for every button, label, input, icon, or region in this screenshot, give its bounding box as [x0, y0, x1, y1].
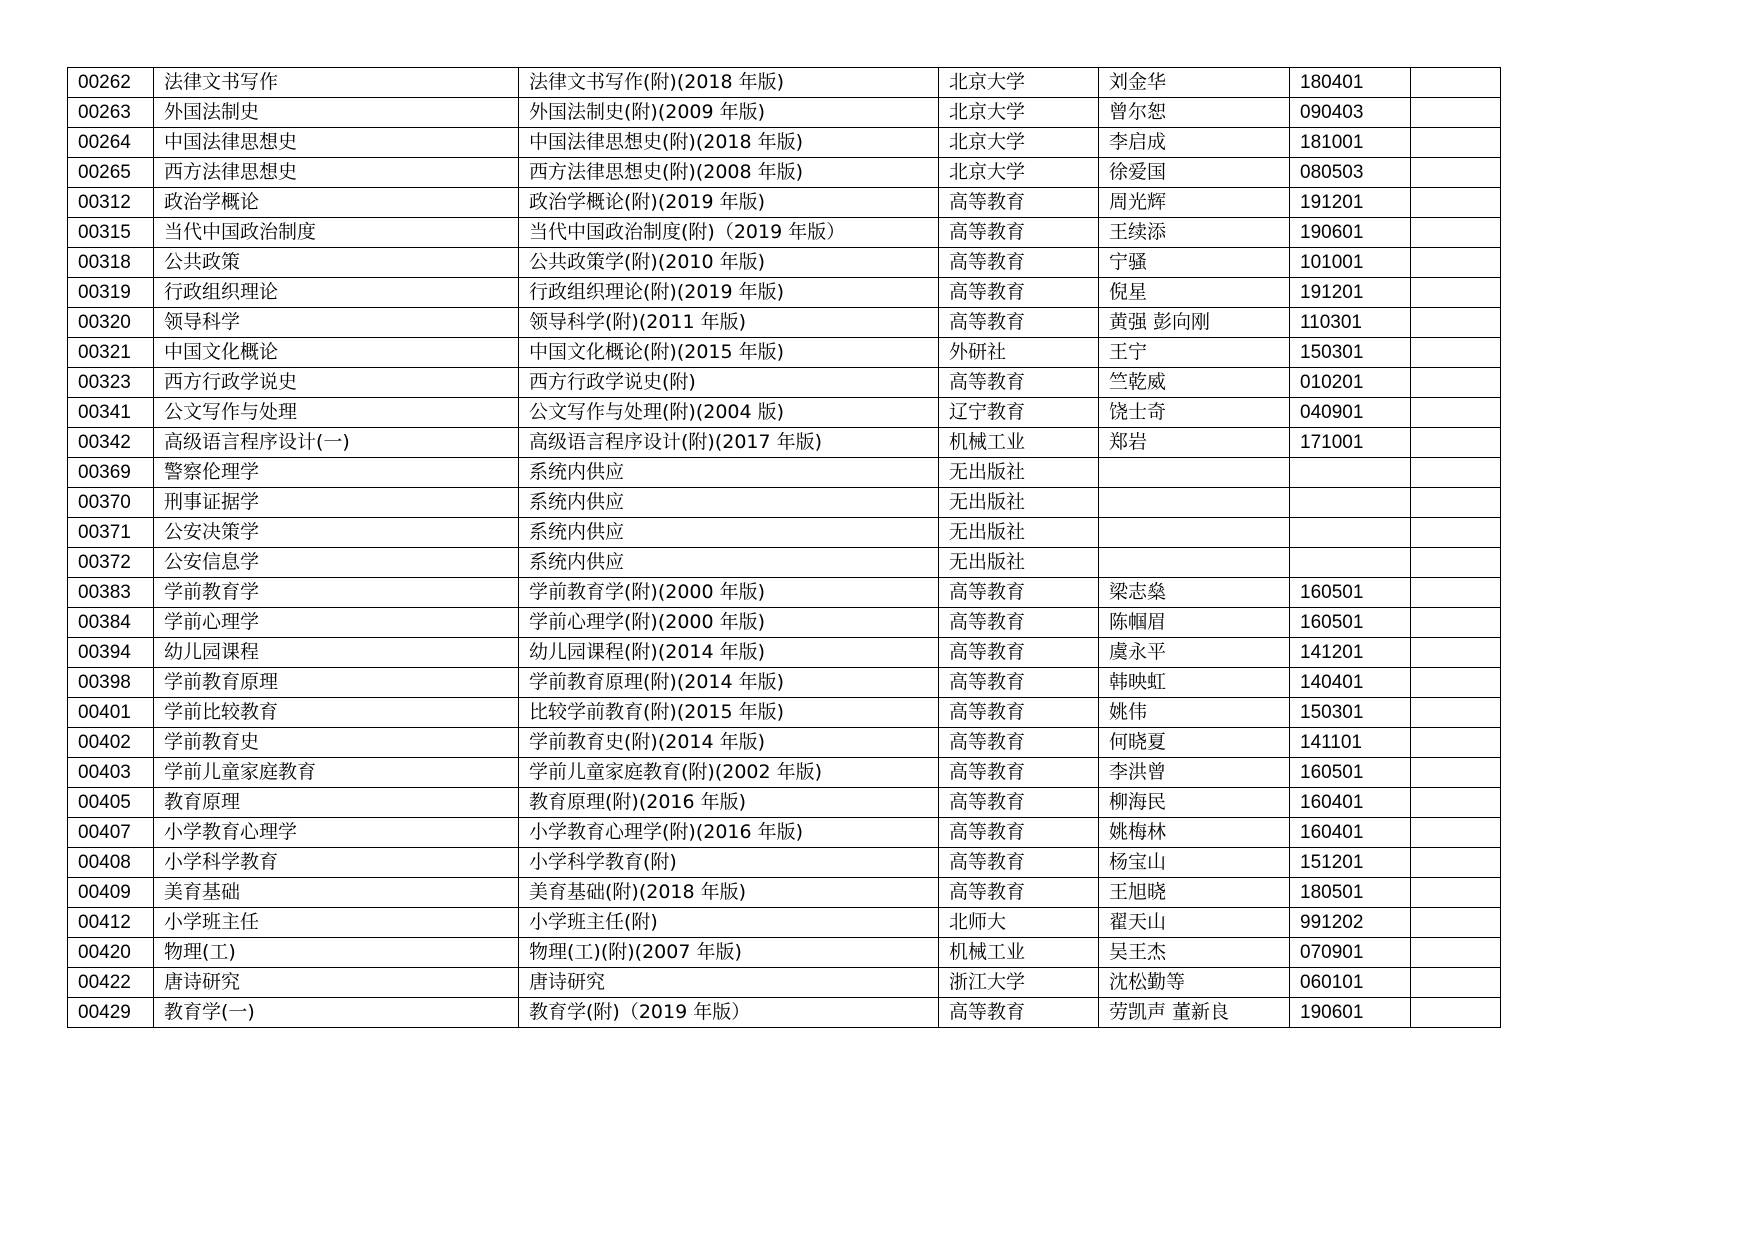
- course-code-cell: 00422: [68, 968, 154, 998]
- author-cell: 黄强 彭向刚: [1099, 308, 1290, 338]
- textbook-cell: 系统内供应: [519, 458, 939, 488]
- course-code-cell: 00342: [68, 428, 154, 458]
- course-name-cell: 小学教育心理学: [154, 818, 519, 848]
- table-row: [68, 458, 1501, 488]
- course-code-cell: 00312: [68, 188, 154, 218]
- publisher-cell: 北京大学: [939, 158, 1099, 188]
- table-row: [68, 128, 1501, 158]
- course-code-cell: 00321: [68, 338, 154, 368]
- course-code-cell: 00403: [68, 758, 154, 788]
- author-cell: 王续添: [1099, 218, 1290, 248]
- remark-cell: [1411, 188, 1501, 218]
- table-row: [68, 188, 1501, 218]
- remark-cell: [1411, 968, 1501, 998]
- course-code-cell: 00420: [68, 938, 154, 968]
- edition-cell: 190601: [1290, 998, 1411, 1028]
- publisher-cell: 高等教育: [939, 188, 1099, 218]
- publisher-cell: 高等教育: [939, 878, 1099, 908]
- edition-cell: 150301: [1290, 698, 1411, 728]
- edition-cell: 090403: [1290, 98, 1411, 128]
- remark-cell: [1411, 218, 1501, 248]
- author-cell: 劳凯声 董新良: [1099, 998, 1290, 1028]
- course-code-cell: 00315: [68, 218, 154, 248]
- edition-cell: 160501: [1290, 578, 1411, 608]
- course-name-cell: 学前儿童家庭教育: [154, 758, 519, 788]
- course-name-cell: 教育原理: [154, 788, 519, 818]
- course-name-cell: 学前教育原理: [154, 668, 519, 698]
- table-row: [68, 548, 1501, 578]
- textbook-cell: 学前教育学(附)(2000 年版): [519, 578, 939, 608]
- author-cell: 饶士奇: [1099, 398, 1290, 428]
- course-name-cell: 中国法律思想史: [154, 128, 519, 158]
- textbook-cell: 西方行政学说史(附): [519, 368, 939, 398]
- table-row: [68, 668, 1501, 698]
- author-cell: 陈帼眉: [1099, 608, 1290, 638]
- textbook-cell: 系统内供应: [519, 488, 939, 518]
- table-row: [68, 758, 1501, 788]
- publisher-cell: 无出版社: [939, 458, 1099, 488]
- author-cell: 韩映虹: [1099, 668, 1290, 698]
- publisher-cell: 无出版社: [939, 518, 1099, 548]
- course-code-cell: 00402: [68, 728, 154, 758]
- edition-cell: 160401: [1290, 818, 1411, 848]
- course-name-cell: 公安信息学: [154, 548, 519, 578]
- remark-cell: [1411, 278, 1501, 308]
- textbook-cell: 学前教育史(附)(2014 年版): [519, 728, 939, 758]
- edition-cell: 160401: [1290, 788, 1411, 818]
- textbook-cell: 行政组织理论(附)(2019 年版): [519, 278, 939, 308]
- remark-cell: [1411, 398, 1501, 428]
- remark-cell: [1411, 788, 1501, 818]
- edition-cell: 160501: [1290, 758, 1411, 788]
- publisher-cell: 高等教育: [939, 998, 1099, 1028]
- publisher-cell: 高等教育: [939, 218, 1099, 248]
- course-name-cell: 外国法制史: [154, 98, 519, 128]
- textbook-cell: 比较学前教育(附)(2015 年版): [519, 698, 939, 728]
- remark-cell: [1411, 248, 1501, 278]
- author-cell: 何晓夏: [1099, 728, 1290, 758]
- table-row: [68, 338, 1501, 368]
- table-row: [68, 908, 1501, 938]
- author-cell: 姚梅林: [1099, 818, 1290, 848]
- remark-cell: [1411, 68, 1501, 98]
- table-row: [68, 938, 1501, 968]
- author-cell: 吴王杰: [1099, 938, 1290, 968]
- textbook-table: [67, 67, 1501, 1028]
- table-row: [68, 698, 1501, 728]
- edition-cell: 160501: [1290, 608, 1411, 638]
- author-cell: [1099, 518, 1290, 548]
- author-cell: [1099, 488, 1290, 518]
- textbook-cell: 学前教育原理(附)(2014 年版): [519, 668, 939, 698]
- publisher-cell: 北京大学: [939, 68, 1099, 98]
- publisher-cell: 高等教育: [939, 578, 1099, 608]
- author-cell: 宁骚: [1099, 248, 1290, 278]
- edition-cell: 110301: [1290, 308, 1411, 338]
- course-code-cell: 00369: [68, 458, 154, 488]
- course-code-cell: 00265: [68, 158, 154, 188]
- table-row: [68, 428, 1501, 458]
- course-code-cell: 00372: [68, 548, 154, 578]
- textbook-cell: 教育原理(附)(2016 年版): [519, 788, 939, 818]
- publisher-cell: 高等教育: [939, 308, 1099, 338]
- textbook-cell: 高级语言程序设计(附)(2017 年版): [519, 428, 939, 458]
- remark-cell: [1411, 938, 1501, 968]
- remark-cell: [1411, 368, 1501, 398]
- textbook-cell: 法律文书写作(附)(2018 年版): [519, 68, 939, 98]
- course-name-cell: 学前心理学: [154, 608, 519, 638]
- course-code-cell: 00319: [68, 278, 154, 308]
- course-name-cell: 唐诗研究: [154, 968, 519, 998]
- edition-cell: 171001: [1290, 428, 1411, 458]
- textbook-cell: 当代中国政治制度(附)（2019 年版）: [519, 218, 939, 248]
- textbook-cell: 中国文化概论(附)(2015 年版): [519, 338, 939, 368]
- textbook-cell: 公文写作与处理(附)(2004 版): [519, 398, 939, 428]
- course-code-cell: 00398: [68, 668, 154, 698]
- course-code-cell: 00371: [68, 518, 154, 548]
- remark-cell: [1411, 518, 1501, 548]
- remark-cell: [1411, 578, 1501, 608]
- textbook-cell: 学前心理学(附)(2000 年版): [519, 608, 939, 638]
- publisher-cell: 高等教育: [939, 248, 1099, 278]
- course-name-cell: 幼儿园课程: [154, 638, 519, 668]
- textbook-cell: 西方法律思想史(附)(2008 年版): [519, 158, 939, 188]
- publisher-cell: 高等教育: [939, 758, 1099, 788]
- edition-cell: 180401: [1290, 68, 1411, 98]
- edition-cell: 141201: [1290, 638, 1411, 668]
- course-code-cell: 00370: [68, 488, 154, 518]
- course-code-cell: 00429: [68, 998, 154, 1028]
- author-cell: 周光辉: [1099, 188, 1290, 218]
- course-name-cell: 西方行政学说史: [154, 368, 519, 398]
- edition-cell: 060101: [1290, 968, 1411, 998]
- author-cell: 竺乾威: [1099, 368, 1290, 398]
- course-name-cell: 教育学(一): [154, 998, 519, 1028]
- edition-cell: 080503: [1290, 158, 1411, 188]
- remark-cell: [1411, 758, 1501, 788]
- remark-cell: [1411, 488, 1501, 518]
- author-cell: 沈松勤等: [1099, 968, 1290, 998]
- course-name-cell: 行政组织理论: [154, 278, 519, 308]
- table-row: [68, 68, 1501, 98]
- textbook-cell: 中国法律思想史(附)(2018 年版): [519, 128, 939, 158]
- textbook-cell: 教育学(附)（2019 年版）: [519, 998, 939, 1028]
- author-cell: 倪星: [1099, 278, 1290, 308]
- course-name-cell: 刑事证据学: [154, 488, 519, 518]
- table-row: [68, 638, 1501, 668]
- course-code-cell: 00262: [68, 68, 154, 98]
- course-name-cell: 法律文书写作: [154, 68, 519, 98]
- course-code-cell: 00320: [68, 308, 154, 338]
- course-code-cell: 00409: [68, 878, 154, 908]
- course-name-cell: 公安决策学: [154, 518, 519, 548]
- publisher-cell: 高等教育: [939, 608, 1099, 638]
- remark-cell: [1411, 458, 1501, 488]
- table-row: [68, 278, 1501, 308]
- textbook-cell: 小学班主任(附): [519, 908, 939, 938]
- publisher-cell: 高等教育: [939, 668, 1099, 698]
- author-cell: 李洪曾: [1099, 758, 1290, 788]
- edition-cell: 140401: [1290, 668, 1411, 698]
- course-name-cell: 美育基础: [154, 878, 519, 908]
- textbook-cell: 政治学概论(附)(2019 年版): [519, 188, 939, 218]
- course-name-cell: 西方法律思想史: [154, 158, 519, 188]
- edition-cell: 191201: [1290, 188, 1411, 218]
- edition-cell: 150301: [1290, 338, 1411, 368]
- textbook-cell: 美育基础(附)(2018 年版): [519, 878, 939, 908]
- author-cell: [1099, 458, 1290, 488]
- course-code-cell: 00405: [68, 788, 154, 818]
- author-cell: 杨宝山: [1099, 848, 1290, 878]
- course-name-cell: 警察伦理学: [154, 458, 519, 488]
- remark-cell: [1411, 818, 1501, 848]
- publisher-cell: 高等教育: [939, 278, 1099, 308]
- remark-cell: [1411, 638, 1501, 668]
- publisher-cell: 高等教育: [939, 848, 1099, 878]
- publisher-cell: 机械工业: [939, 428, 1099, 458]
- table-row: [68, 998, 1501, 1028]
- table-row: [68, 788, 1501, 818]
- author-cell: 李启成: [1099, 128, 1290, 158]
- author-cell: 刘金华: [1099, 68, 1290, 98]
- course-name-cell: 小学科学教育: [154, 848, 519, 878]
- table-row: [68, 368, 1501, 398]
- publisher-cell: 浙江大学: [939, 968, 1099, 998]
- textbook-cell: 公共政策学(附)(2010 年版): [519, 248, 939, 278]
- author-cell: 王宁: [1099, 338, 1290, 368]
- remark-cell: [1411, 428, 1501, 458]
- table-row: [68, 158, 1501, 188]
- course-code-cell: 00384: [68, 608, 154, 638]
- publisher-cell: 辽宁教育: [939, 398, 1099, 428]
- publisher-cell: 无出版社: [939, 548, 1099, 578]
- author-cell: 曾尔恕: [1099, 98, 1290, 128]
- publisher-cell: 高等教育: [939, 698, 1099, 728]
- course-name-cell: 学前教育学: [154, 578, 519, 608]
- remark-cell: [1411, 698, 1501, 728]
- remark-cell: [1411, 998, 1501, 1028]
- course-name-cell: 物理(工): [154, 938, 519, 968]
- publisher-cell: 高等教育: [939, 368, 1099, 398]
- edition-cell: 191201: [1290, 278, 1411, 308]
- course-code-cell: 00394: [68, 638, 154, 668]
- publisher-cell: 高等教育: [939, 788, 1099, 818]
- author-cell: 翟天山: [1099, 908, 1290, 938]
- table-row: [68, 818, 1501, 848]
- publisher-cell: 北京大学: [939, 128, 1099, 158]
- author-cell: 王旭晓: [1099, 878, 1290, 908]
- publisher-cell: 无出版社: [939, 488, 1099, 518]
- course-name-cell: 高级语言程序设计(一): [154, 428, 519, 458]
- course-name-cell: 学前比较教育: [154, 698, 519, 728]
- publisher-cell: 高等教育: [939, 728, 1099, 758]
- course-name-cell: 公共政策: [154, 248, 519, 278]
- course-name-cell: 政治学概论: [154, 188, 519, 218]
- publisher-cell: 北京大学: [939, 98, 1099, 128]
- publisher-cell: 外研社: [939, 338, 1099, 368]
- remark-cell: [1411, 878, 1501, 908]
- author-cell: 梁志燊: [1099, 578, 1290, 608]
- table-row: [68, 218, 1501, 248]
- textbook-cell: 系统内供应: [519, 518, 939, 548]
- textbook-cell: 系统内供应: [519, 548, 939, 578]
- author-cell: 郑岩: [1099, 428, 1290, 458]
- edition-cell: 181001: [1290, 128, 1411, 158]
- remark-cell: [1411, 128, 1501, 158]
- table-row: [68, 98, 1501, 128]
- remark-cell: [1411, 608, 1501, 638]
- edition-cell: 010201: [1290, 368, 1411, 398]
- table-row: [68, 968, 1501, 998]
- edition-cell: 991202: [1290, 908, 1411, 938]
- remark-cell: [1411, 908, 1501, 938]
- table-row: [68, 578, 1501, 608]
- author-cell: 柳海民: [1099, 788, 1290, 818]
- remark-cell: [1411, 338, 1501, 368]
- course-code-cell: 00401: [68, 698, 154, 728]
- course-code-cell: 00318: [68, 248, 154, 278]
- table-row: [68, 728, 1501, 758]
- edition-cell: 070901: [1290, 938, 1411, 968]
- course-name-cell: 小学班主任: [154, 908, 519, 938]
- edition-cell: 180501: [1290, 878, 1411, 908]
- edition-cell: [1290, 548, 1411, 578]
- course-code-cell: 00408: [68, 848, 154, 878]
- course-code-cell: 00407: [68, 818, 154, 848]
- course-code-cell: 00264: [68, 128, 154, 158]
- edition-cell: [1290, 458, 1411, 488]
- textbook-cell: 唐诗研究: [519, 968, 939, 998]
- remark-cell: [1411, 158, 1501, 188]
- edition-cell: [1290, 488, 1411, 518]
- edition-cell: 101001: [1290, 248, 1411, 278]
- remark-cell: [1411, 728, 1501, 758]
- table-row: [68, 608, 1501, 638]
- course-code-cell: 00412: [68, 908, 154, 938]
- table-row: [68, 308, 1501, 338]
- course-name-cell: 当代中国政治制度: [154, 218, 519, 248]
- table-row: [68, 488, 1501, 518]
- remark-cell: [1411, 308, 1501, 338]
- remark-cell: [1411, 668, 1501, 698]
- textbook-cell: 领导科学(附)(2011 年版): [519, 308, 939, 338]
- textbook-cell: 物理(工)(附)(2007 年版): [519, 938, 939, 968]
- course-code-cell: 00263: [68, 98, 154, 128]
- edition-cell: [1290, 518, 1411, 548]
- table-row: [68, 398, 1501, 428]
- table-body: [68, 68, 1501, 1028]
- table-row: [68, 248, 1501, 278]
- course-name-cell: 公文写作与处理: [154, 398, 519, 428]
- textbook-cell: 学前儿童家庭教育(附)(2002 年版): [519, 758, 939, 788]
- edition-cell: 141101: [1290, 728, 1411, 758]
- publisher-cell: 北师大: [939, 908, 1099, 938]
- course-code-cell: 00341: [68, 398, 154, 428]
- textbook-cell: 幼儿园课程(附)(2014 年版): [519, 638, 939, 668]
- textbook-cell: 小学科学教育(附): [519, 848, 939, 878]
- publisher-cell: 高等教育: [939, 638, 1099, 668]
- remark-cell: [1411, 548, 1501, 578]
- course-code-cell: 00323: [68, 368, 154, 398]
- edition-cell: 040901: [1290, 398, 1411, 428]
- publisher-cell: 机械工业: [939, 938, 1099, 968]
- table-row: [68, 848, 1501, 878]
- author-cell: 姚伟: [1099, 698, 1290, 728]
- course-name-cell: 学前教育史: [154, 728, 519, 758]
- table-row: [68, 518, 1501, 548]
- author-cell: 徐爱国: [1099, 158, 1290, 188]
- course-name-cell: 领导科学: [154, 308, 519, 338]
- edition-cell: 190601: [1290, 218, 1411, 248]
- edition-cell: 151201: [1290, 848, 1411, 878]
- publisher-cell: 高等教育: [939, 818, 1099, 848]
- table-row: [68, 878, 1501, 908]
- course-code-cell: 00383: [68, 578, 154, 608]
- remark-cell: [1411, 98, 1501, 128]
- author-cell: 虞永平: [1099, 638, 1290, 668]
- textbook-cell: 小学教育心理学(附)(2016 年版): [519, 818, 939, 848]
- textbook-cell: 外国法制史(附)(2009 年版): [519, 98, 939, 128]
- course-name-cell: 中国文化概论: [154, 338, 519, 368]
- remark-cell: [1411, 848, 1501, 878]
- author-cell: [1099, 548, 1290, 578]
